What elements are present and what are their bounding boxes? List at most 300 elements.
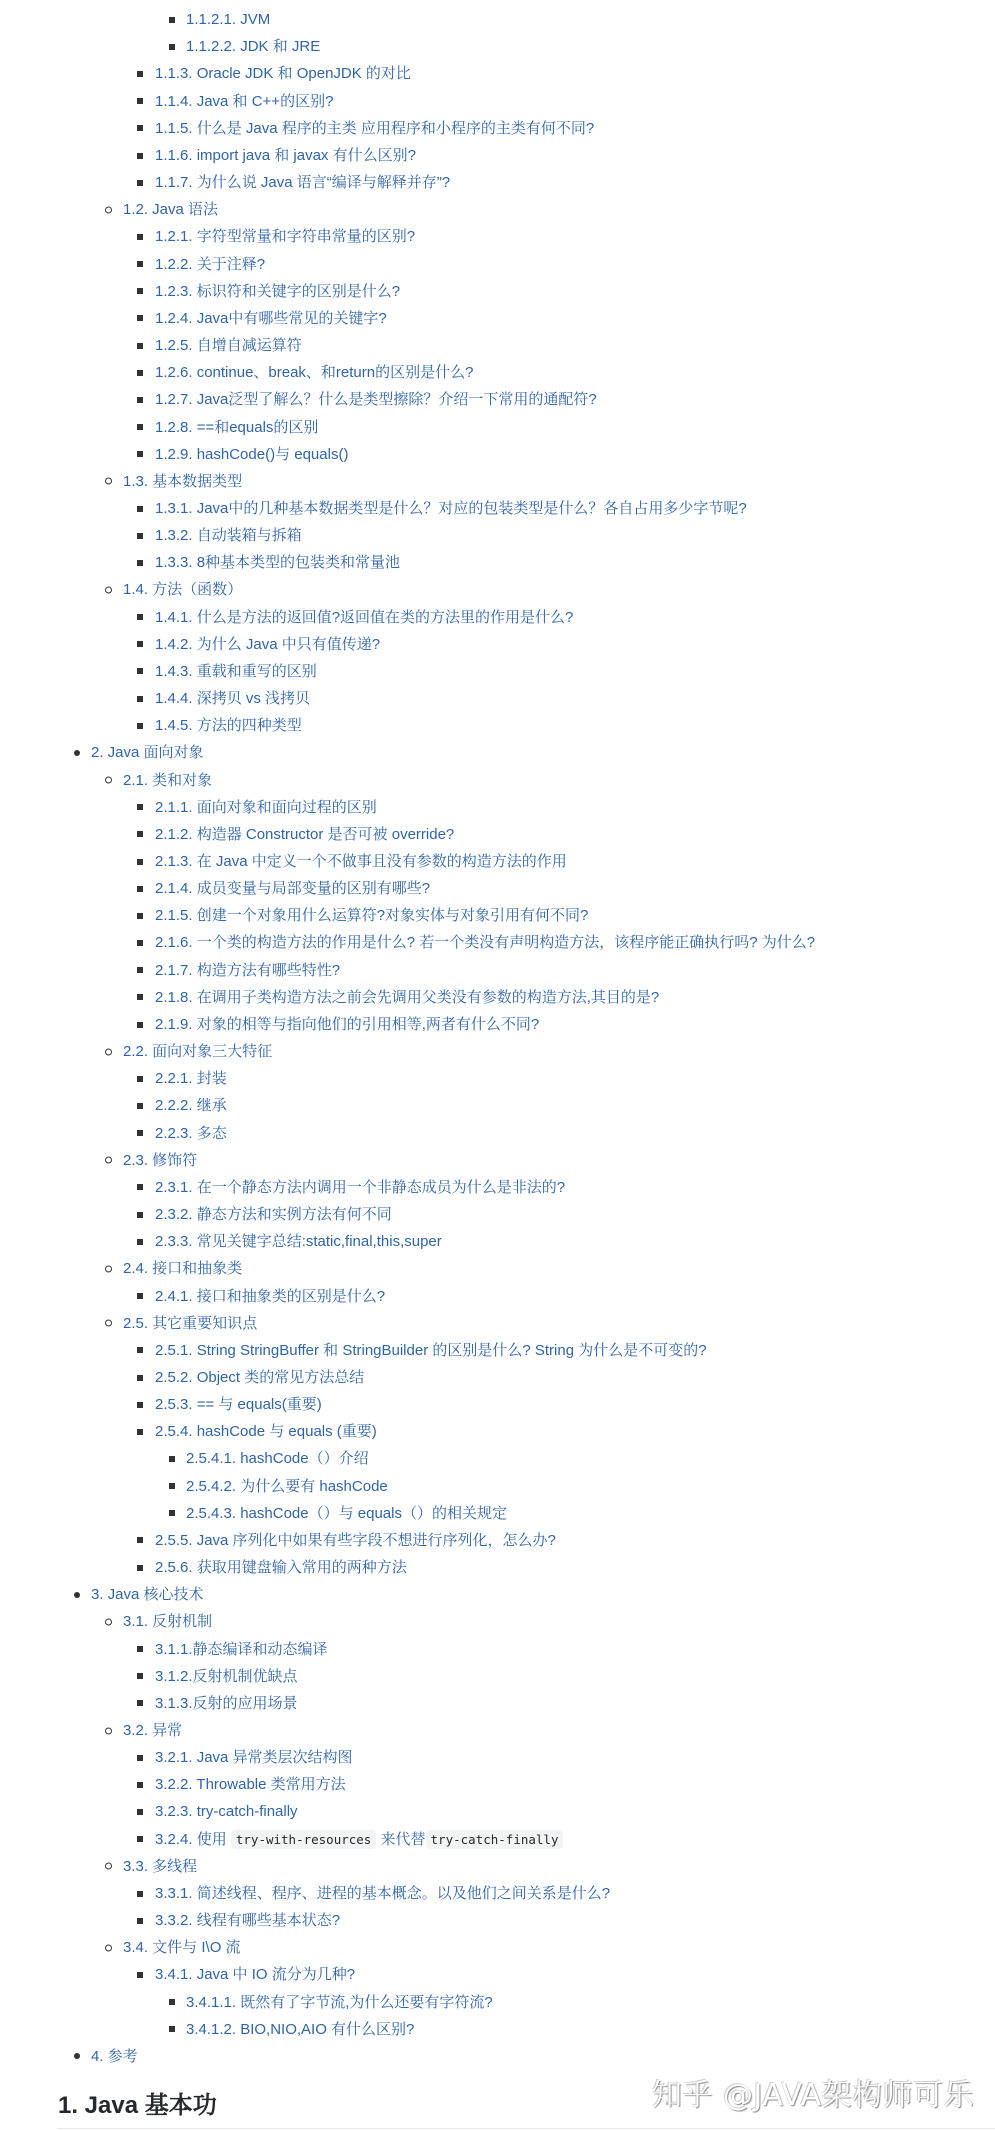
toc-item	[0, 2016, 995, 2043]
toc-link[interactable]	[155, 957, 340, 984]
toc-link-label: 1.4.4. 深拷贝 vs 浅拷贝	[155, 690, 311, 708]
toc-link-label: 1.3. 基本数据类型	[123, 472, 243, 490]
toc-item	[0, 386, 995, 413]
toc-item	[0, 495, 995, 522]
toc-link[interactable]	[155, 875, 430, 902]
toc-link[interactable]	[155, 1092, 227, 1119]
toc-link[interactable]	[186, 1445, 369, 1472]
toc-item	[0, 1961, 995, 1988]
circle-bullet-icon	[105, 206, 112, 213]
toc-link[interactable]	[155, 1961, 355, 1988]
toc-link-label: 1.2.9. hashCode()与 equals()	[155, 445, 349, 463]
toc-link-label: 1.2.7. Java泛型了解么？什么是类型擦除？介绍一下常用的通配符?	[155, 391, 597, 409]
toc-link-label: 1.2.8. ==和equals的区别	[155, 418, 319, 436]
toc-link[interactable]	[123, 1038, 272, 1065]
square-bullet-icon	[137, 1103, 143, 1109]
toc-link[interactable]	[155, 1771, 346, 1798]
toc-link[interactable]	[155, 604, 573, 631]
toc-link-label: 2.1.2. 构造器 Constructor 是否可被 override?	[155, 825, 455, 843]
toc-link[interactable]	[123, 1934, 241, 1961]
toc-link[interactable]	[155, 142, 416, 169]
toc-item	[0, 278, 995, 305]
toc-link[interactable]	[155, 984, 659, 1011]
toc-item	[0, 1581, 995, 1608]
toc-link[interactable]	[186, 6, 270, 33]
toc-link[interactable]	[155, 1065, 227, 1092]
toc-link[interactable]	[155, 1337, 707, 1364]
toc-link[interactable]	[155, 359, 473, 386]
toc-link[interactable]	[91, 2043, 138, 2070]
toc-link-label: 1.1.4. Java 和 C++的区别?	[155, 92, 334, 110]
toc-link-label: 2.5.5. Java 序列化中如果有些字段不想进行序列化，怎么办?	[155, 1531, 556, 1549]
toc-item	[0, 441, 995, 468]
toc-link[interactable]	[155, 1364, 364, 1391]
toc-link-label: 1.4. 方法（函数）	[123, 581, 243, 599]
square-bullet-icon	[137, 1537, 143, 1543]
square-bullet-icon	[137, 343, 143, 349]
toc-link-label: 2.5.2. Object 类的常见方法总结	[155, 1368, 365, 1386]
toc-link-label: 2.1.5. 创建一个对象用什么运算符?对象实体与对象引用有何不同?	[155, 907, 589, 925]
circle-bullet-icon	[105, 587, 112, 594]
toc-link[interactable]	[155, 305, 387, 332]
square-bullet-icon	[137, 994, 143, 1000]
square-bullet-icon	[137, 696, 143, 702]
toc-link[interactable]	[155, 1201, 392, 1228]
toc-link-label: 3.4.1.2. BIO,NIO,AIO 有什么区别?	[186, 2020, 415, 2038]
square-bullet-icon	[137, 1429, 143, 1435]
toc-link[interactable]	[155, 549, 400, 576]
toc-item	[0, 1283, 995, 1310]
toc-link[interactable]	[91, 1581, 204, 1608]
toc-item	[0, 305, 995, 332]
toc-link-label: 2.1. 类和对象	[123, 771, 213, 789]
square-bullet-icon	[137, 1293, 143, 1299]
toc-link[interactable]	[186, 1473, 388, 1500]
toc-link-label: 3.1.1.静态编译和动态编译	[155, 1640, 328, 1658]
toc-link-label: 2.5.4. hashCode 与 equals (重要)	[155, 1423, 377, 1441]
square-bullet-icon	[169, 1510, 175, 1516]
toc-link-label: 2.5.6. 获取用键盘输入常用的两种方法	[155, 1559, 407, 1577]
toc-item	[0, 414, 995, 441]
toc-item	[0, 848, 995, 875]
toc-link[interactable]	[123, 468, 242, 495]
toc-link-label: 2.1.1. 面向对象和面向过程的区别	[155, 798, 377, 816]
toc-link[interactable]	[155, 441, 348, 468]
toc-item	[0, 794, 995, 821]
disc-bullet-icon	[74, 2053, 80, 2059]
square-bullet-icon	[169, 2026, 175, 2032]
toc-item	[0, 1798, 995, 1825]
toc-item	[0, 332, 995, 359]
square-bullet-icon	[137, 1184, 143, 1190]
inline-code: try-catch-finally	[426, 1830, 564, 1849]
toc-item	[0, 767, 995, 794]
toc-link[interactable]	[155, 1880, 610, 1907]
toc-item	[0, 712, 995, 739]
toc-link[interactable]	[155, 495, 747, 522]
toc-item	[0, 1310, 995, 1337]
toc-link[interactable]	[155, 1418, 377, 1445]
toc-item	[0, 1636, 995, 1663]
toc-link[interactable]	[186, 33, 320, 60]
toc-item	[0, 821, 995, 848]
circle-bullet-icon	[105, 1048, 112, 1055]
square-bullet-icon	[137, 288, 143, 294]
square-bullet-icon	[137, 1565, 143, 1571]
toc-link-label: 3.1.2.反射机制优缺点	[155, 1667, 298, 1685]
toc-link[interactable]	[155, 1391, 322, 1418]
square-bullet-icon	[137, 831, 143, 837]
toc-link[interactable]	[155, 1283, 385, 1310]
square-bullet-icon	[137, 153, 143, 159]
toc-item	[0, 1391, 995, 1418]
toc-link-label: 1.2.4. Java中有哪些常见的关键字?	[155, 309, 387, 327]
square-bullet-icon	[137, 125, 143, 131]
toc-item	[0, 1120, 995, 1147]
toc-link[interactable]	[155, 1907, 340, 1934]
toc-link-label: 2.5.3. == 与 equals(重要)	[155, 1396, 322, 1414]
toc-link-label: 1.1.5. 什么是 Java 程序的主类 应用程序和小程序的主类有何不同?	[155, 119, 595, 137]
toc-link[interactable]	[123, 1608, 212, 1635]
square-bullet-icon	[137, 1918, 143, 1924]
toc-link-label: 4. 参考	[91, 2047, 138, 2065]
toc-link[interactable]	[123, 196, 218, 223]
toc-link-label: 2.1.7. 构造方法有哪些特性?	[155, 961, 341, 979]
square-bullet-icon	[137, 71, 143, 77]
toc-link-label: 2.2.3. 多态	[155, 1124, 227, 1142]
toc-link-label: 1.4.3. 重载和重写的区别	[155, 662, 317, 680]
toc-link[interactable]	[123, 1853, 197, 1880]
toc-link[interactable]	[155, 1663, 298, 1690]
toc-link-label: 3.1. 反射机制	[123, 1613, 213, 1631]
toc-link[interactable]	[155, 1826, 563, 1853]
toc-link[interactable]	[155, 223, 415, 250]
square-bullet-icon	[169, 17, 175, 23]
toc-link-label: 1.2.5. 自增自减运算符	[155, 337, 302, 355]
square-bullet-icon	[137, 506, 143, 512]
toc-item	[0, 957, 995, 984]
square-bullet-icon	[137, 967, 143, 973]
square-bullet-icon	[137, 315, 143, 321]
square-bullet-icon	[169, 1999, 175, 2005]
toc-link[interactable]	[155, 1011, 539, 1038]
square-bullet-icon	[137, 424, 143, 430]
toc-link-label: 3.4. 文件与 I\O 流	[123, 1939, 241, 1957]
square-bullet-icon	[137, 886, 143, 892]
toc-link-label: 2.4.1. 接口和抽象类的区别是什么?	[155, 1287, 386, 1305]
section-heading: 1. Java 基本功	[58, 2092, 217, 2119]
toc-link[interactable]	[155, 631, 380, 658]
toc-item	[0, 631, 995, 658]
toc-item	[0, 359, 995, 386]
square-bullet-icon	[137, 668, 143, 674]
toc-link[interactable]	[155, 1690, 298, 1717]
toc-link[interactable]	[123, 1310, 257, 1337]
square-bullet-icon	[137, 1076, 143, 1082]
toc-link[interactable]	[155, 658, 317, 685]
toc-link[interactable]	[155, 1120, 227, 1147]
toc-link-label: 1.1.2.2. JDK 和 JRE	[186, 38, 321, 56]
toc-link[interactable]	[155, 1554, 407, 1581]
toc-link[interactable]	[155, 278, 400, 305]
toc-link[interactable]	[186, 2016, 414, 2043]
circle-bullet-icon	[105, 1727, 112, 1734]
toc-item	[0, 1228, 995, 1255]
square-bullet-icon	[137, 397, 143, 403]
toc-link[interactable]	[155, 1636, 328, 1663]
square-bullet-icon	[137, 1782, 143, 1788]
square-bullet-icon	[137, 1212, 143, 1218]
toc-item	[0, 468, 995, 495]
toc-link-label: 1.2.2. 关于注释?	[155, 255, 266, 273]
square-bullet-icon	[137, 261, 143, 267]
toc-item	[0, 929, 995, 956]
square-bullet-icon	[137, 1347, 143, 1353]
toc-link-label: 2.3.1. 在一个静态方法内调用一个非静态成员为什么是非法的?	[155, 1178, 566, 1196]
toc-item	[0, 223, 995, 250]
toc-link[interactable]	[186, 1500, 507, 1527]
toc-item	[0, 251, 995, 278]
circle-bullet-icon	[105, 478, 112, 485]
toc-link-label: 2.2.1. 封装	[155, 1070, 227, 1088]
toc-link[interactable]	[155, 1798, 298, 1825]
toc-item	[0, 1907, 995, 1934]
toc-link[interactable]	[123, 1717, 182, 1744]
toc-item	[0, 1201, 995, 1228]
toc-link-label: 1.3.2. 自动装箱与拆箱	[155, 527, 302, 545]
square-bullet-icon	[137, 1375, 143, 1381]
toc-link[interactable]	[155, 712, 302, 739]
square-bullet-icon	[137, 1646, 143, 1652]
square-bullet-icon	[137, 370, 143, 376]
toc-link[interactable]	[123, 1255, 242, 1282]
inline-code: try-with-resources	[231, 1830, 376, 1849]
toc-item	[0, 1473, 995, 1500]
toc-item	[0, 1255, 995, 1282]
toc-link[interactable]	[155, 386, 597, 413]
toc-item	[0, 1092, 995, 1119]
circle-bullet-icon	[105, 1320, 112, 1327]
square-bullet-icon	[137, 1755, 143, 1761]
square-bullet-icon	[137, 614, 143, 620]
toc-item	[0, 739, 995, 766]
toc-item	[0, 1880, 995, 1907]
disc-bullet-icon	[74, 750, 80, 756]
toc-link[interactable]	[155, 251, 265, 278]
square-bullet-icon	[137, 723, 143, 729]
toc-link[interactable]	[123, 1147, 197, 1174]
toc-link-label: 2.2. 面向对象三大特征	[123, 1043, 273, 1061]
toc-link-label: 1.4.2. 为什么 Java 中只有值传递?	[155, 635, 381, 653]
toc-link-label: 1.3.1. Java中的几种基本数据类型是什么？对应的包装类型是什么？各自占用多少字节呢?	[155, 499, 747, 517]
square-bullet-icon	[137, 451, 143, 457]
toc-link[interactable]	[155, 902, 588, 929]
toc-link-label: 2.1.6. 一个类的构造方法的作用是什么? 若一个类没有声明构造方法，该程序能正确执行吗? 为什么?	[155, 934, 816, 952]
toc-item	[0, 1608, 995, 1635]
watermark: 知乎 @JAVA架构师可乐	[652, 2078, 975, 2113]
circle-bullet-icon	[105, 1863, 112, 1870]
toc-item	[0, 984, 995, 1011]
toc-item	[0, 1445, 995, 1472]
toc-item	[0, 1011, 995, 1038]
toc-item	[0, 1500, 995, 1527]
toc-link[interactable]	[155, 848, 567, 875]
circle-bullet-icon	[105, 1944, 112, 1951]
toc-link[interactable]	[155, 60, 411, 87]
toc-link[interactable]	[155, 1527, 556, 1554]
toc-item	[0, 6, 995, 33]
toc-item	[0, 1690, 995, 1717]
toc-link[interactable]	[155, 115, 594, 142]
toc-item	[0, 115, 995, 142]
square-bullet-icon	[137, 1700, 143, 1706]
toc-item	[0, 685, 995, 712]
toc-link-label: 1.2. Java 语法	[123, 201, 219, 219]
toc-item	[0, 1147, 995, 1174]
toc-item	[0, 142, 995, 169]
square-bullet-icon	[137, 1239, 143, 1245]
toc-item	[0, 875, 995, 902]
toc-link[interactable]	[155, 821, 454, 848]
toc-link-label: 3.4.1. Java 中 IO 流分为几种?	[155, 1966, 356, 1984]
toc-link-label: 1.2.6. continue、break、和return的区别是什么?	[155, 364, 474, 382]
square-bullet-icon	[137, 1836, 143, 1842]
square-bullet-icon	[137, 1972, 143, 1978]
toc-link-label: 1.4.1. 什么是方法的返回值?返回值在类的方法里的作用是什么?	[155, 608, 574, 626]
toc-item	[0, 1853, 995, 1880]
toc-link-label: 2.5.1. String StringBuffer 和 StringBuilder 的区别是什么? String 为什么是不可变的?	[155, 1341, 707, 1359]
toc-link-label: 2. Java 面向对象	[91, 744, 204, 762]
toc-link[interactable]	[155, 685, 310, 712]
toc-link-label: 3.3. 多线程	[123, 1857, 198, 1875]
toc-link[interactable]	[155, 414, 318, 441]
toc-link-label: 1.1.6. import java 和 javax 有什么区别?	[155, 146, 416, 164]
toc-link-label: 2.1.8. 在调用子类构造方法之前会先调用父类没有参数的构造方法,其目的是?	[155, 988, 660, 1006]
toc-link[interactable]	[91, 739, 204, 766]
toc-link-label: 2.3.2. 静态方法和实例方法有何不同	[155, 1206, 392, 1224]
toc-link[interactable]	[155, 929, 815, 956]
disc-bullet-icon	[74, 1592, 80, 1598]
square-bullet-icon	[137, 1809, 143, 1815]
toc-link-label: 1.1.7. 为什么说 Java 语言“编译与解释并存”?	[155, 174, 451, 192]
heading-divider	[58, 2128, 995, 2129]
toc-item	[0, 1174, 995, 1201]
toc-item	[0, 2043, 995, 2070]
toc-item	[0, 902, 995, 929]
toc-item	[0, 1554, 995, 1581]
toc-link-label: 1.1.2.1. JVM	[186, 11, 271, 29]
toc-link-label: 2.5. 其它重要知识点	[123, 1314, 258, 1332]
square-bullet-icon	[169, 1483, 175, 1489]
toc-link-label: 2.4. 接口和抽象类	[123, 1260, 243, 1278]
toc-link-label: 2.1.3. 在 Java 中定义一个不做事且没有参数的构造方法的作用	[155, 853, 567, 870]
toc-link-label: 2.3. 修饰符	[123, 1151, 198, 1169]
square-bullet-icon	[137, 533, 143, 539]
toc-item	[0, 88, 995, 115]
toc-link-label: 2.5.4.1. hashCode（）介绍	[186, 1450, 369, 1468]
toc-link[interactable]	[155, 332, 302, 359]
toc-item	[0, 1934, 995, 1961]
square-bullet-icon	[137, 98, 143, 104]
toc-link[interactable]	[155, 794, 377, 821]
square-bullet-icon	[137, 1673, 143, 1679]
toc-item	[0, 1337, 995, 1364]
square-bullet-icon	[137, 940, 143, 946]
toc-item	[0, 522, 995, 549]
toc-link[interactable]	[155, 1174, 565, 1201]
toc-link[interactable]	[186, 1989, 493, 2016]
square-bullet-icon	[137, 913, 143, 919]
toc-item	[0, 1826, 995, 1853]
toc-link-label: 2.3.3. 常见关键字总结:static,final,this,super	[155, 1233, 442, 1251]
toc-link[interactable]	[155, 1744, 353, 1771]
toc-item	[0, 1771, 995, 1798]
toc-item	[0, 1744, 995, 1771]
toc-link-label: 3.1.3.反射的应用场景	[155, 1694, 298, 1712]
square-bullet-icon	[137, 560, 143, 566]
toc-link-label: 3.3.1. 简述线程、程序、进程的基本概念。以及他们之间关系是什么?	[155, 1884, 611, 1902]
square-bullet-icon	[137, 180, 143, 186]
toc-link-label: 3.2. 异常	[123, 1722, 183, 1739]
toc-link-label: 3.4.1.1. 既然有了字节流,为什么还要有字符流?	[186, 1993, 493, 2011]
toc-link-label: 1.2.3. 标识符和关键字的区别是什么?	[155, 282, 401, 300]
toc-link[interactable]	[155, 522, 302, 549]
toc-link-label: 3.2.1. Java 异常类层次结构图	[155, 1749, 353, 1767]
square-bullet-icon	[137, 1402, 143, 1408]
toc-link[interactable]	[155, 169, 450, 196]
toc-link-label: 2.5.4.3. hashCode（）与 equals（）的相关规定	[186, 1504, 507, 1522]
toc-link[interactable]	[123, 576, 242, 603]
toc-link-label: 3.3.2. 线程有哪些基本状态?	[155, 1912, 341, 1930]
toc-item	[0, 1038, 995, 1065]
toc-link-label-mid: 来代替	[380, 1830, 426, 1848]
toc-link-label: 3. Java 核心技术	[91, 1586, 204, 1604]
circle-bullet-icon	[105, 1157, 112, 1164]
square-bullet-icon	[137, 234, 143, 240]
square-bullet-icon	[137, 1891, 143, 1897]
toc-link[interactable]	[155, 88, 333, 115]
toc-item	[0, 169, 995, 196]
toc-item	[0, 576, 995, 603]
toc-link-label: 2.1.4. 成员变量与局部变量的区别有哪些?	[155, 880, 431, 898]
toc-link-label: 1.2.1. 字符型常量和字符串常量的区别?	[155, 228, 416, 246]
toc-link-label	[155, 0, 469, 1]
square-bullet-icon	[169, 1456, 175, 1462]
toc-item	[0, 196, 995, 223]
square-bullet-icon	[137, 641, 143, 647]
toc-link-label: 1.3.3. 8种基本类型的包装类和常量池	[155, 554, 401, 572]
toc-link-label: 3.2.4. 使用	[155, 1830, 227, 1848]
toc-item	[0, 1418, 995, 1445]
toc-item	[0, 549, 995, 576]
toc-item	[0, 1663, 995, 1690]
toc-link-label: 3.2.3. try-catch-finally	[155, 1803, 298, 1821]
toc-item	[0, 658, 995, 685]
toc-link-label: 3.2.2. Throwable 类常用方法	[155, 1776, 346, 1794]
toc-link[interactable]	[123, 767, 212, 794]
toc-item	[0, 1989, 995, 2016]
toc-link-label: 1.4.5. 方法的四种类型	[155, 717, 302, 735]
toc-item	[0, 1717, 995, 1744]
toc-link-label: 2.5.4.2. 为什么要有 hashCode	[186, 1477, 388, 1495]
square-bullet-icon	[137, 859, 143, 865]
toc-item	[0, 1364, 995, 1391]
square-bullet-icon	[137, 1130, 143, 1136]
square-bullet-icon	[137, 1022, 143, 1028]
toc-item	[0, 1527, 995, 1554]
toc-link[interactable]	[155, 1228, 442, 1255]
toc-item	[0, 60, 995, 87]
